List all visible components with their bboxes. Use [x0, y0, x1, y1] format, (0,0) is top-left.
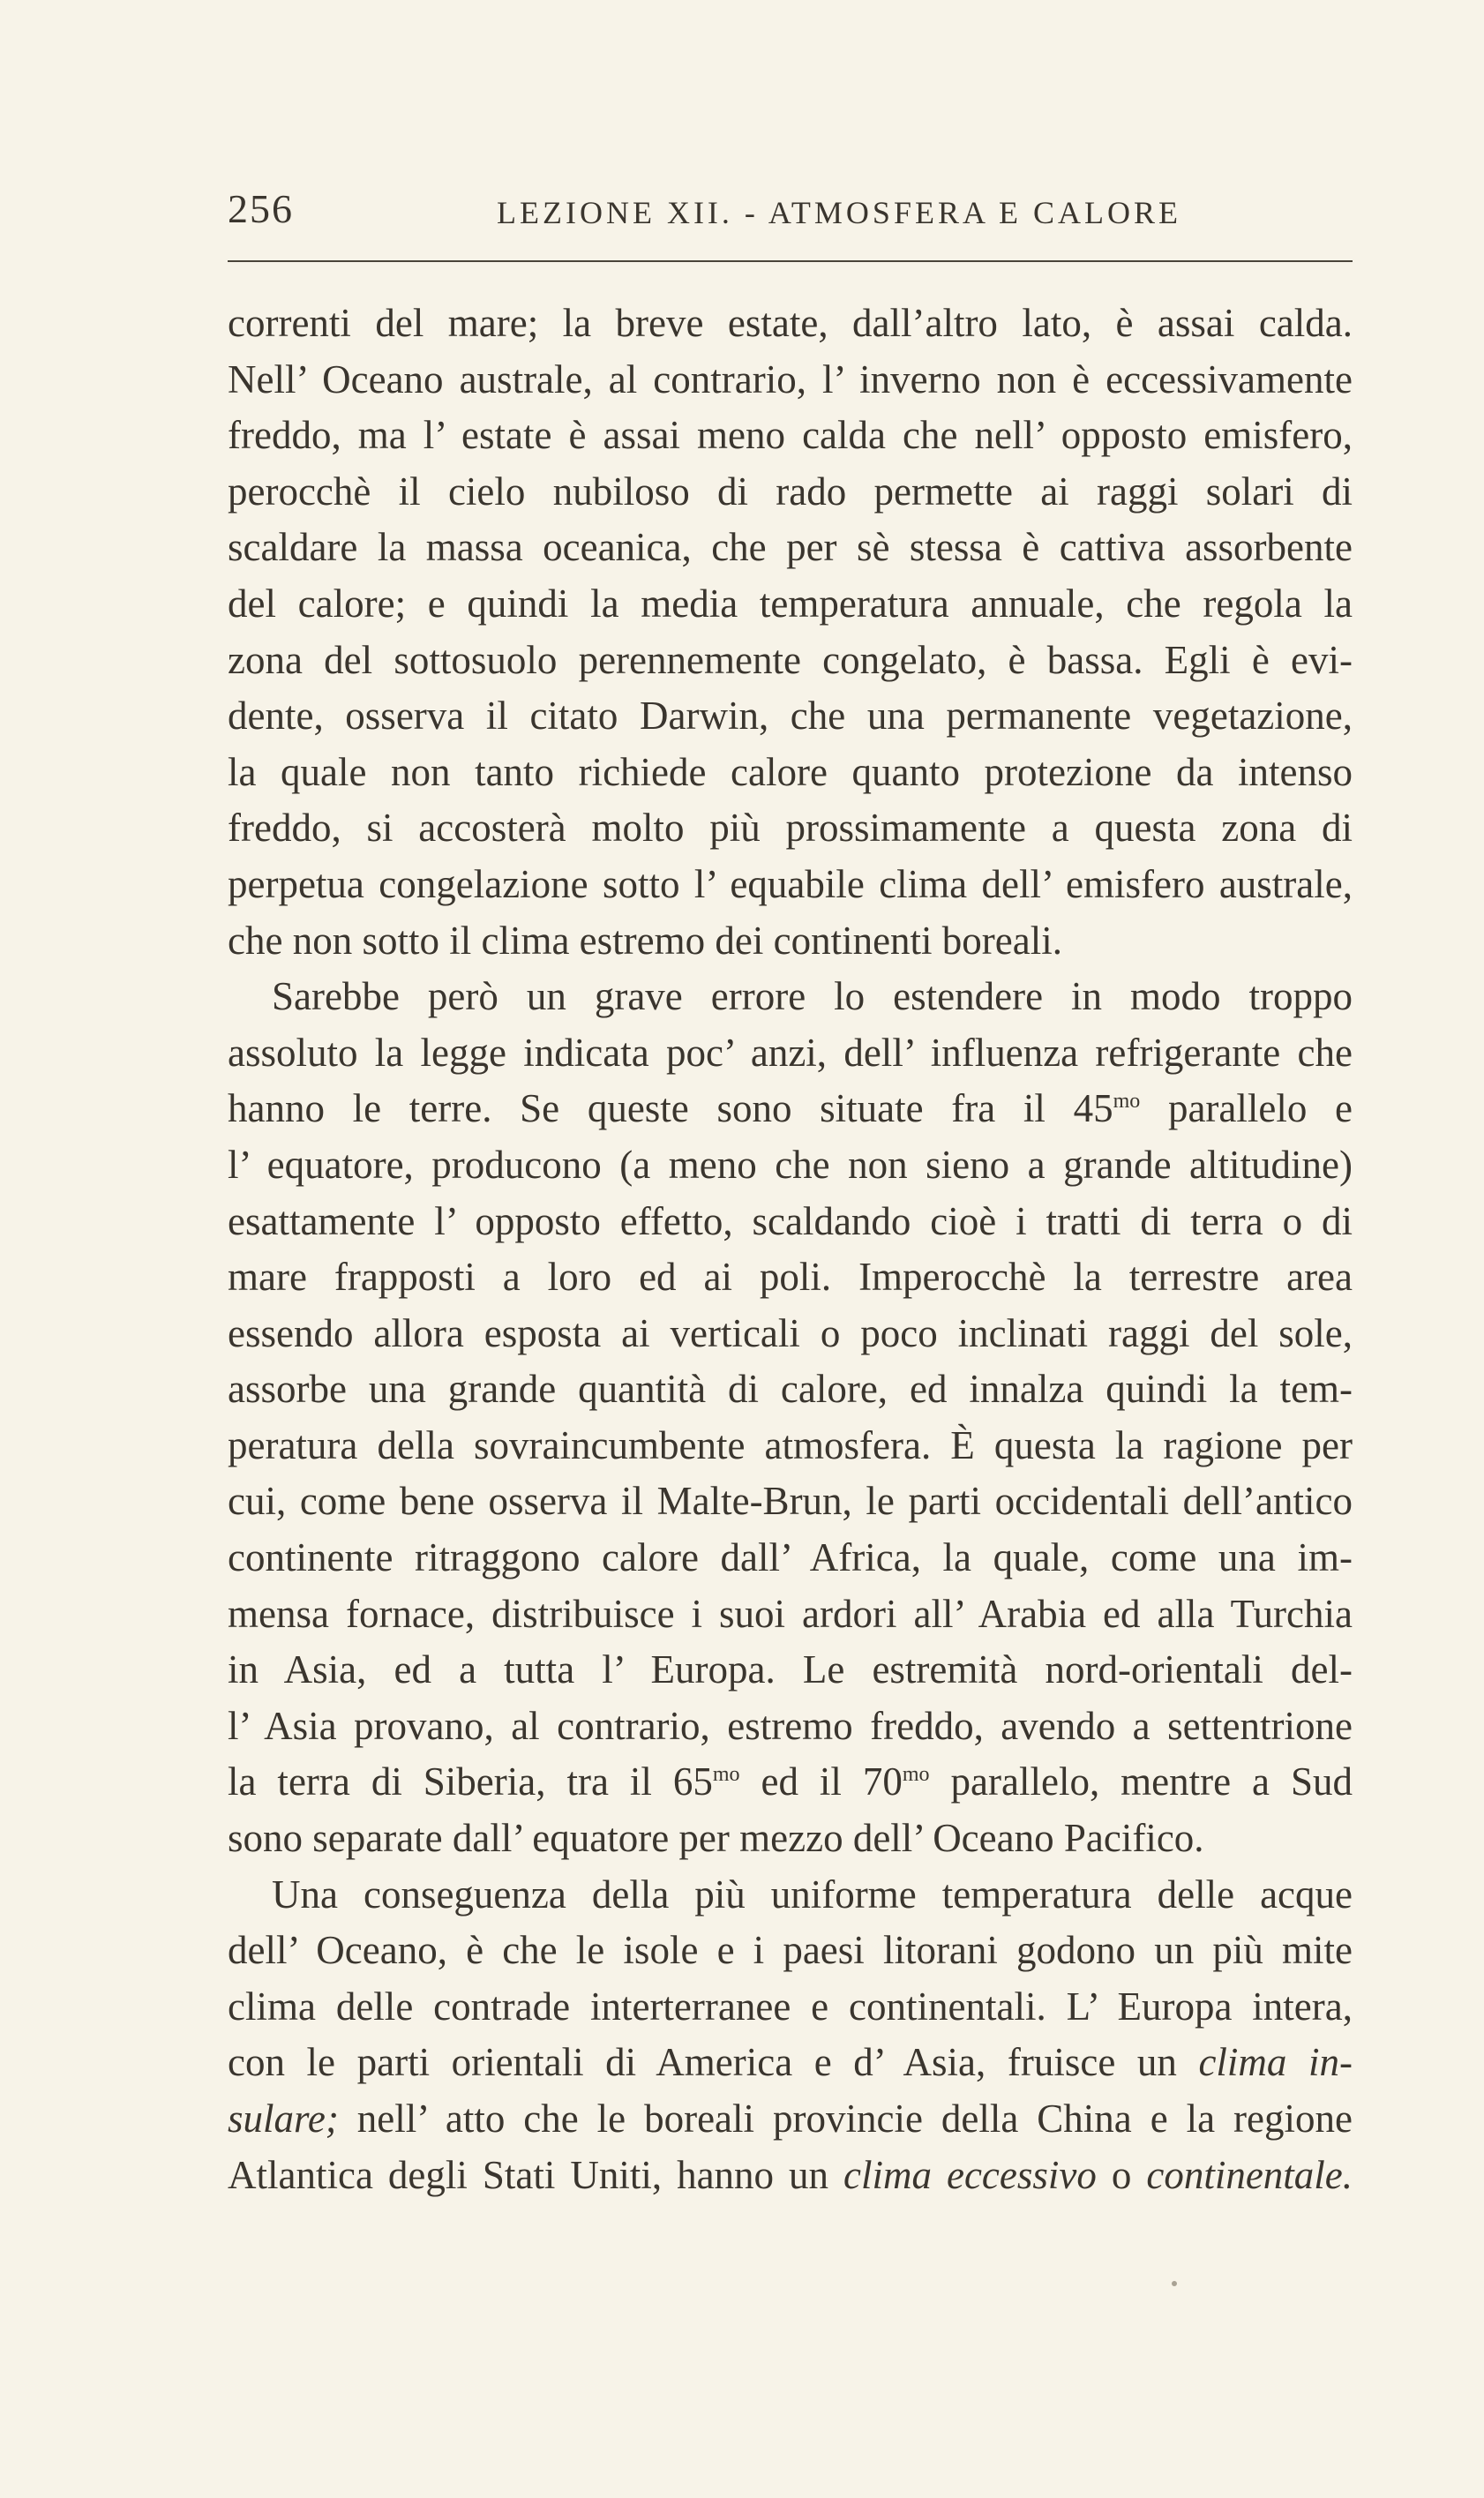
text-line-with-italic — [228, 2091, 1353, 2148]
italic-term: clima in- — [1198, 2040, 1353, 2085]
text-run: o — [1111, 2152, 1132, 2197]
text-line-with-ordinal — [228, 1754, 1353, 1811]
text-line: l’ Asia provano, al contrario, estremo freddo, avendo a settentrione — [228, 1703, 1353, 1748]
header-rule — [228, 260, 1353, 262]
text-line: del calore; e quindi la media temperatura annuale, che regola la — [228, 581, 1353, 626]
italic-term: clima eccessivo — [843, 2152, 1097, 2197]
text-line: l’ equatore, producono (a meno che non sieno a grande altitudine) — [228, 1142, 1353, 1187]
text-line: dell’ Oceano, è che le isole e i paesi litorani godono un più mite — [228, 1928, 1353, 1973]
text-run: hanno le terre. Se queste sono situate fra il 45 — [228, 1086, 1113, 1131]
paragraph-3 — [228, 1867, 1353, 2204]
text-line: cui, come bene osserva il Malte-Brun, le parti occidentali dell’antico — [228, 1479, 1353, 1524]
text-line: mensa fornace, distribuisce i suoi ardori all’ Arabia ed alla Turchia — [228, 1591, 1353, 1636]
text-line: esattamente l’ opposto effetto, scaldando cioè i tratti di terra o di — [228, 1198, 1353, 1243]
paper-speck — [1172, 2281, 1177, 2286]
page-number: 256 — [228, 186, 294, 231]
text-line: Sarebbe però un grave errore lo estendere in modo troppo — [272, 974, 1353, 1019]
ordinal-superscript: mo — [1113, 1090, 1141, 1114]
text-line: Una conseguenza della più uniforme temperatura delle acque — [272, 1872, 1353, 1917]
ordinal-superscript: mo — [902, 1763, 930, 1787]
text-line: assorbe una grande quantità di calore, ed innalza quindi la tem- — [228, 1367, 1353, 1412]
text-line: sono separate dall’ equatore per mezzo dell’ Oceano Pacifico. — [228, 1816, 1204, 1861]
text-run: parallelo e — [1167, 1086, 1353, 1131]
text-run: con le parti orientali di America e d’ Asia, fruisce un — [228, 2040, 1177, 2085]
text-line: freddo, si accosterà molto più prossimamente a questa zona di — [228, 806, 1353, 851]
text-line: peratura della sovraincumbente atmosfera. È questa la ragione per — [228, 1422, 1353, 1467]
italic-term: sulare; — [228, 2097, 339, 2141]
text-line: che non sotto il clima estremo dei continenti boreali. — [228, 918, 1062, 963]
text-line: Nell’ Oceano australe, al contrario, l’ inverno non è eccessivamente — [228, 356, 1353, 401]
text-line-with-ordinal — [228, 1081, 1353, 1137]
text-line: clima delle contrade interterranee e continentali. L’ Europa intera, — [228, 1984, 1353, 2029]
paragraph-2 — [228, 969, 1353, 1867]
text-run: Atlantica degli Stati Uniti, hanno un — [228, 2152, 829, 2197]
text-line: perocchè il cielo nubiloso di rado permette ai raggi solari di — [228, 469, 1353, 514]
text-line: perpetua congelazione sotto l’ equabile clima dell’ emisfero australe, — [228, 861, 1353, 906]
page-header — [228, 185, 1353, 238]
text-line: in Asia, ed a tutta l’ Europa. Le estremità nord-orientali del- — [228, 1647, 1353, 1692]
text-line: continente ritraggono calore dall’ Africa, la quale, come una im- — [228, 1535, 1353, 1580]
text-line: zona del sottosuolo perennemente congelato, è bassa. Egli è evi- — [228, 637, 1353, 682]
text-line: dente, osserva il citato Darwin, che una permanente vegetazione, — [228, 694, 1353, 739]
italic-term: continentale. — [1146, 2152, 1353, 2197]
text-line: essendo allora esposta ai verticali o poco inclinati raggi del sole, — [228, 1310, 1353, 1355]
body-text — [228, 296, 1353, 2203]
text-line: assoluto la legge indicata poc’ anzi, dell’ influenza refrigerante che — [228, 1030, 1353, 1075]
text-run: ed il 70 — [761, 1759, 903, 1804]
text-line-with-italic — [228, 2148, 1353, 2204]
text-run: nell’ atto che le boreali provincie della China e la regione — [356, 2097, 1353, 2141]
text-run: parallelo, mentre a Sud — [950, 1759, 1353, 1804]
text-line: correnti del mare; la breve estate, dall’altro lato, è assai calda. — [228, 301, 1353, 345]
text-line: freddo, ma l’ estate è assai meno calda che nell’ opposto emisfero, — [228, 413, 1353, 458]
text-line: mare frapposti a loro ed ai poli. Imperocchè la terrestre area — [228, 1255, 1353, 1300]
text-run: la terra di Siberia, tra il 65 — [228, 1759, 713, 1804]
text-line: scaldare la massa oceanica, che per sè stessa è cattiva assorbente — [228, 525, 1353, 570]
ordinal-superscript: mo — [712, 1763, 740, 1787]
running-title: LEZIONE XII. - ATMOSFERA E CALORE — [497, 195, 1181, 230]
text-line: la quale non tanto richiede calore quanto protezione da intenso — [228, 749, 1353, 794]
paragraph-1 — [228, 296, 1353, 969]
text-line-with-italic — [228, 2035, 1353, 2091]
